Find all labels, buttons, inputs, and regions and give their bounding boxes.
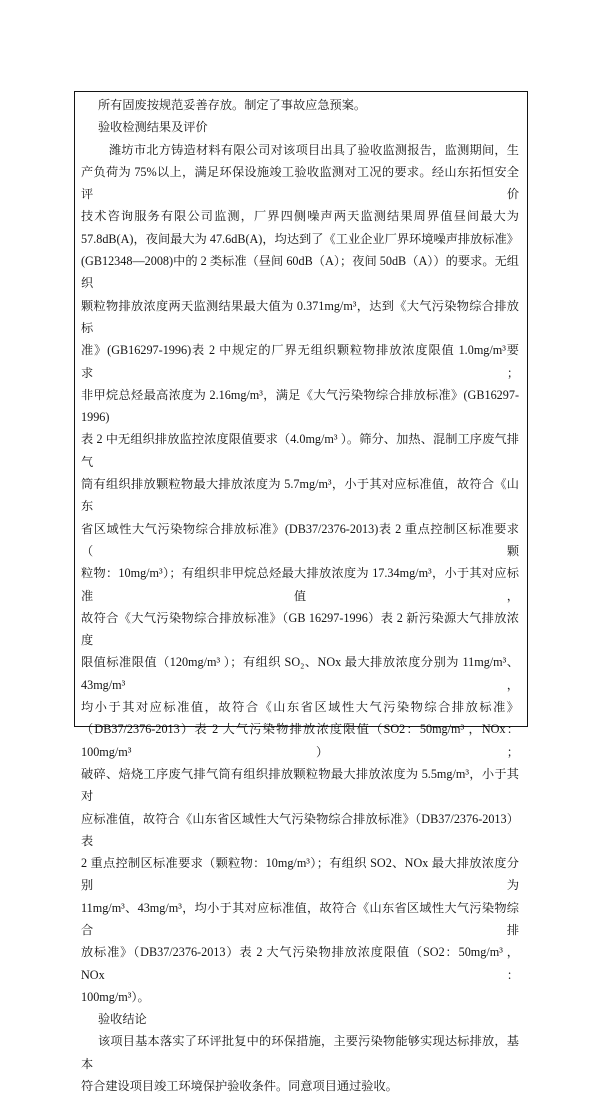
text-line: 符合建设项目竣工环境保护验收条件。同意项目通过验收。 (81, 1079, 398, 1094)
text-line: 准》(GB16297-1996)表 2 中规定的厂界无组织颗粒物排放浓度限值 1.0mg/m³要求； (81, 343, 519, 380)
text-line: 100mg/m³）。 (81, 989, 150, 1004)
text-line: 省区域性大气污染物综合排放标准》(DB37/2376-2013)表 2 重点控制区标准要求（颗 (81, 521, 519, 558)
section-heading: 验收检测结果及评价 (98, 120, 208, 135)
text-line: 放标准》（DB37/2376-2013）表 2 大气污染物排放浓度限值（SO2：50mg/m³ ，NOx： (81, 945, 519, 982)
text-line: 破碎、焙烧工序废气排气筒有组织排放颗粒物最大排放浓度为 5.5mg/m³，小于其对 (81, 766, 519, 804)
text-line: 限值标准限值（120mg/m³ ）；有组织 SO₂、NOx 最大排放浓度分别为 11mg/m³、43mg/m³， (81, 655, 519, 692)
text-line: 57.8dB(A)，夜间最大为 47.6dB(A)，均达到了《工业企业厂界环境噪声排放标准》 (81, 231, 519, 246)
text-line: 非甲烷总烃最高浓度为 2.16mg/m³，满足《大气污染物综合排放标准》(GB16297-1996) (81, 387, 519, 425)
report-body (81, 94, 519, 1097)
text-line: 产负荷为 75%以上，满足环保设施竣工验收监测对工况的要求。经山东拓恒安全评价 (81, 164, 519, 202)
table-cell (74, 91, 528, 1094)
text-line: 粒物：10mg/m³）；有组织非甲烷总烃最大排放浓度为 17.34mg/m³，小于其对应标准值， (81, 566, 519, 603)
text-line: 11mg/m³、43mg/m³，均小于其对应标准值，故符合《山东省区域性大气污染物综合排 (81, 900, 519, 937)
text-line: 潍坊市北方铸造材料有限公司对该项目出具了验收监测报告，监测期间，生 (109, 142, 519, 157)
text-line: 表 2 中无组织排放监控浓度限值要求（4.0mg/m³ ）。筛分、加热、混制工序废气排气 (81, 432, 519, 469)
text-line: 2 重点控制区标准要求（颗粒物：10mg/m³）；有组织 SO2、NOx 最大排放浓度分别为 (81, 856, 519, 893)
text-line: 应标准值，故符合《山东省区域性大气污染物综合排放标准》（DB37/2376-2013）表 (81, 811, 519, 848)
text-line: 故符合《大气污染物综合排放标准》（GB 16297-1996）表 2 新污染源大气排放浓度 (81, 610, 519, 648)
text-line: 颗粒物排放浓度两天监测结果最大值为 0.371mg/m³，达到《大气污染物综合排放标 (81, 298, 519, 335)
text-line: (GB12348—2008)中的 2 类标准（昼间 60dB（A）；夜间 50dB（A））的要求。无组织 (81, 254, 519, 291)
text-line: 技术咨询服务有限公司监测，厂界四侧噪声两天监测结果周界值昼间最大为 (81, 209, 519, 224)
text-line: 筒有组织排放颗粒物最大排放浓度为 5.7mg/m³，小于其对应标准值，故符合《山东 (81, 477, 519, 514)
text-line: 均小于其对应标准值，故符合《山东省区域性大气污染物综合排放标准》 (81, 700, 519, 715)
section-heading: 验收结论 (98, 1012, 147, 1027)
text-line: 该项目基本落实了环评批复中的环保措施，主要污染物能够实现达标排放，基本 (81, 1034, 519, 1071)
text-line: 所有固废按规范妥善存放。制定了事故应急预案。 (98, 98, 367, 112)
text-line: （DB37/2376-2013）表 2 大气污染物排放浓度限值（SO2：50mg/m³ ，NOx：100mg/m³）； (81, 722, 519, 759)
